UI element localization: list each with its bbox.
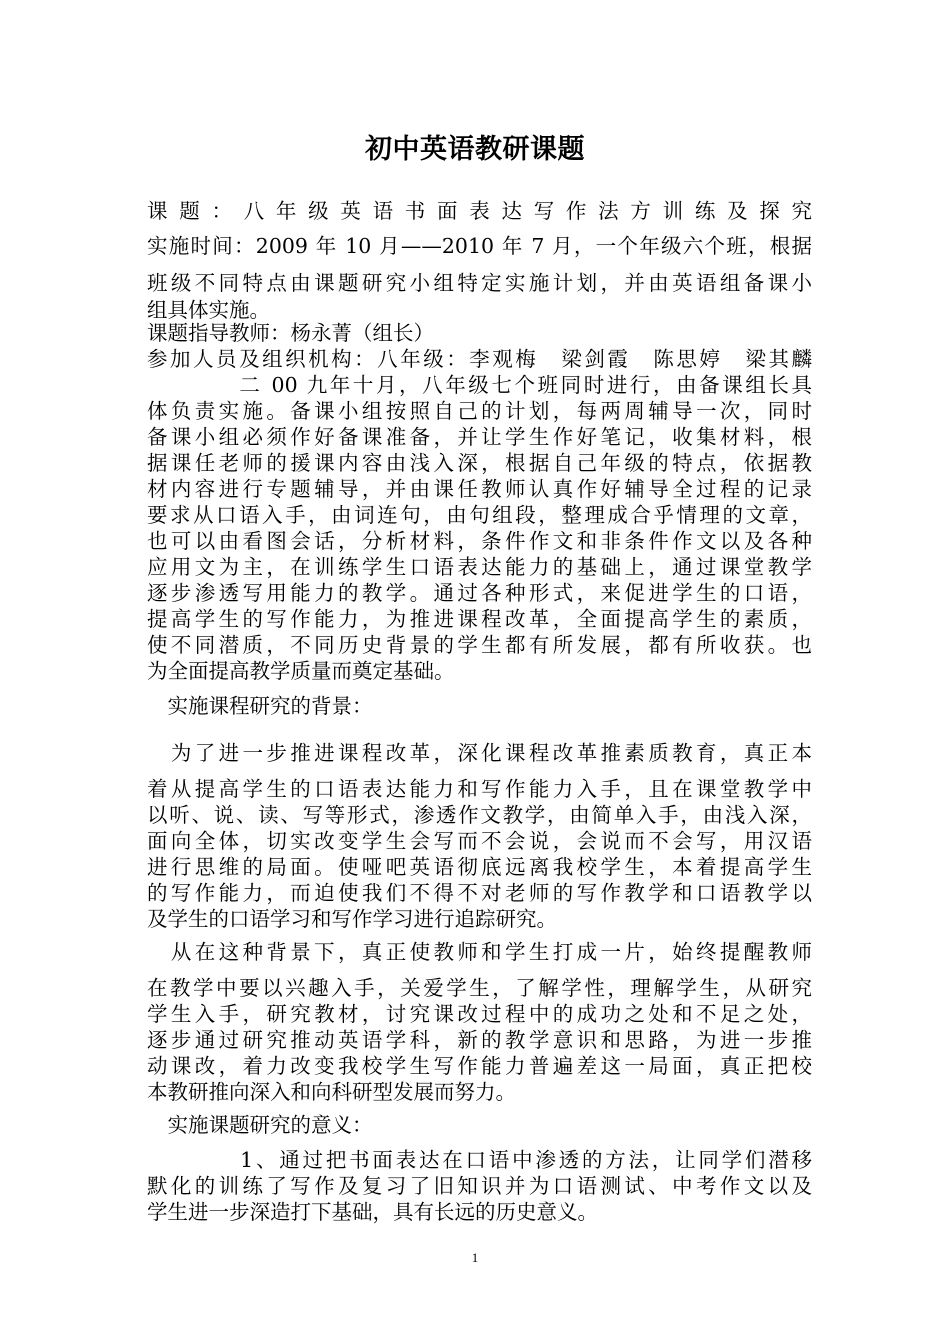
topic-line: 课题：八年级英语书面表达写作法方训练及探究 (147, 199, 812, 223)
text-line: 着从提高学生的口语表达能力和写作能力入手，且在课堂教学中 (147, 777, 812, 801)
text-line: 默化的训练了写作及复习了旧知识并为口语测试、中考作文以及 (147, 1174, 812, 1198)
text-line: 提高学生的写作能力，为推进课程改革，全面提高学生的素质， (147, 607, 812, 631)
text-line: 据课任老师的援课内容由浅入深，根据自己年级的特点，依据教 (147, 451, 812, 475)
text-line: 应用文为主，在训练学生口语表达能力的基础上，通过课堂教学 (147, 555, 812, 579)
text-line: 体负责实施。备课小组按照自己的计划，每两周辅导一次，同时 (147, 399, 812, 423)
text-line: 使不同潜质，不同历史背景的学生都有所发展，都有所收获。也 (147, 633, 812, 657)
participants-line: 参加人员及组织机构：八年级：李观梅 梁剑霞 陈思婷 梁其麟 (147, 347, 812, 371)
text-line: 组具体实施。 (147, 298, 270, 322)
section-heading-significance: 实施课题研究的意义： (147, 1113, 373, 1137)
advisor-line: 课题指导教师：杨永菁（组长） (147, 321, 434, 345)
text-line: 班级不同特点由课题研究小组特定实施计划，并由英语组备课小 (147, 271, 812, 295)
section-heading-background: 实施课程研究的背景： (147, 694, 373, 718)
page-number: 1 (471, 1250, 479, 1265)
text-line: 为全面提高教学质量而奠定基础。 (147, 659, 455, 683)
text-line: 二 00 九年十月，八年级七个班同时进行，由备课组长具 (147, 373, 812, 397)
text-line: 以听、说、读、写等形式，渗透作文教学，由简单入手，由浅入深， (147, 803, 812, 827)
text-line: 的写作能力，而迫使我们不得不对老师的写作教学和口语教学以 (147, 881, 812, 905)
text-line: 进行思维的局面。使哑吧英语彻底远离我校学生，本着提高学生 (147, 855, 812, 879)
text-line: 本教研推向深入和向科研型发展而努力。 (147, 1080, 516, 1104)
implementation-time-line: 实施时间：2009 年 10 月——2010 年 7 月，一个年级六个班，根据 (147, 234, 812, 258)
text-line: 学生进一步深造打下基础，具有长远的历史意义。 (147, 1200, 598, 1224)
text-line: 材内容进行专题辅导，并由课任教师认真作好辅导全过程的记录 (147, 477, 812, 501)
text-line: 在教学中要以兴趣入手，关爱学生，了解学性，理解学生，从研究 (147, 976, 812, 1000)
document-title: 初中英语教研课题 (365, 134, 585, 165)
text-line: 也可以由看图会话，分析材料，条件作文和非条件作文以及各种 (147, 529, 812, 553)
text-line: 为了进一步推进课程改革，深化课程改革推素质教育，真正本 (147, 741, 812, 765)
text-line: 要求从口语入手，由词连句，由句组段，整理成合乎情理的文章， (147, 503, 812, 527)
text-line: 逐步通过研究推动英语学科，新的教学意识和思路，为进一步推 (147, 1028, 812, 1052)
text-line: 备课小组必须作好备课准备，并让学生作好笔记，收集材料，根 (147, 425, 812, 449)
text-line: 从在这种背景下，真正使教师和学生打成一片，始终提醒教师 (147, 940, 812, 964)
text-line: 动课改，着力改变我校学生写作能力普遍差这一局面，真正把校 (147, 1054, 812, 1078)
text-line: 及学生的口语学习和写作学习进行追踪研究。 (147, 907, 557, 931)
text-line: 逐步渗透写用能力的教学。通过各种形式，来促进学生的口语， (147, 581, 812, 605)
text-line: 学生入手，研究教材，讨究课改过程中的成功之处和不足之处， (147, 1002, 812, 1026)
text-line: 面向全体，切实改变学生会写而不会说，会说而不会写，用汉语 (147, 829, 812, 853)
text-line: 1、通过把书面表达在口语中渗透的方法，让同学们潜移 (147, 1148, 812, 1172)
